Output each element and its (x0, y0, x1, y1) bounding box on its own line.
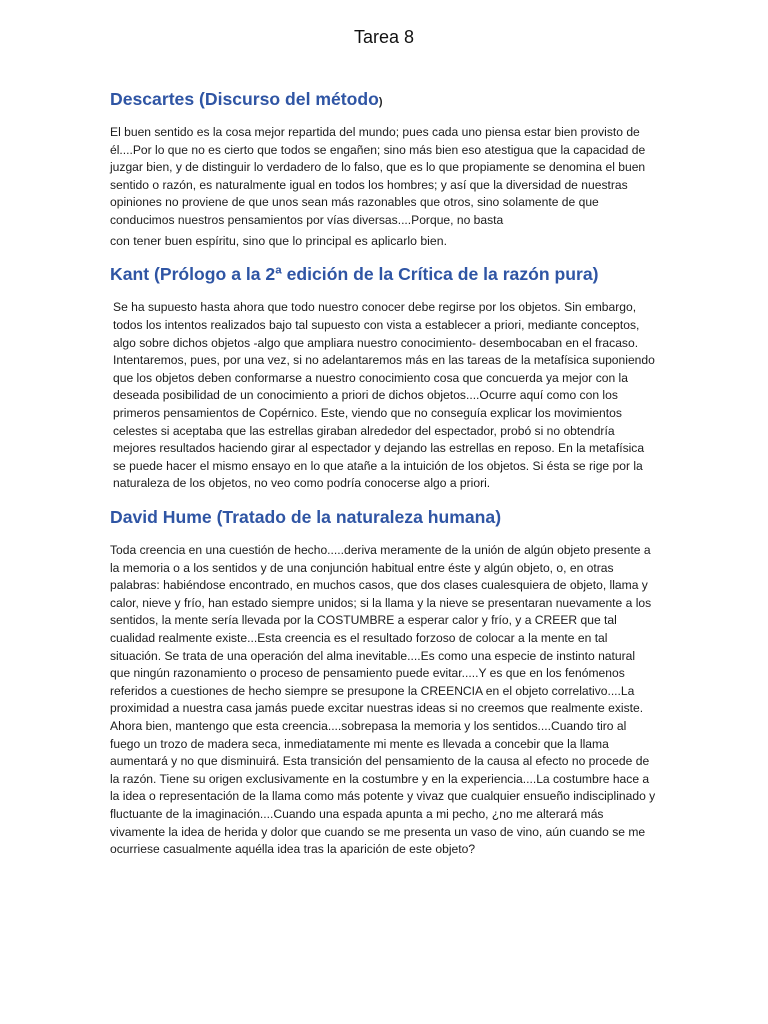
section-descartes (110, 89, 658, 250)
section-heading-descartes-tail: ) (378, 96, 383, 108)
document-title: Tarea 8 (353, 27, 415, 47)
section-hume (110, 507, 658, 859)
document-content (110, 89, 658, 859)
section-heading-kant: Kant (Prólogo a la 2ª edición de la Crítica de la razón pura) (110, 264, 599, 285)
section-body-descartes (110, 124, 658, 250)
section-body-hume: Toda creencia en una cuestión de hecho.....deriva meramente de la unión de algún objeto presente a la memoria o a los sentidos y de una conjunción habitual entre éste y algún objeto, o, en otras palabras: habiéndose encontrado, en muchos casos, que dos clases cualesquiera de objeto, llama y calor, nieve y frío, han estado siempre unidos; si la llama y la nieve se presentaran nuevamente a los sentidos, la mente sería llevada por la COSTUMBRE a esperar calor y frío, y a CREER que tal cualidad realmente existe...Esta creencia es el resultado forzoso de colocar a la mente en tal situación. Se trata de una operación del alma inevitable....Es como una especie de instinto natural que ningún razonamiento o proceso de pensamiento puede evitar.....Y es que en los fenómenos referidos a cuestiones de hecho siempre se presupone la CREENCIA en el objeto correlativo....La proximidad a nuestra casa jamás puede excitar nuestras ideas si no creemos que realmente existe. Ahora bien, mantengo que esta creencia....sobrepasa la memoria y los sentidos....Cuando tiro al fuego un trozo de madera seca, inmediatamente mi mente es llevada a concebir que la llama aumentará y no que disminuirá. Esta transición del pensamiento de la causa al efecto no procede de la razón. Tiene su origen exclusivamente en la costumbre y en la experiencia....La costumbre hace a la idea o representación de la llama como más potente y vivaz que cualquier ensueño indisciplinado y fluctuante de la imaginación....Cuando una espada apunta a mi pecho, ¿no me alterará más vivamente la idea de herida y dolor que cuando se me presenta un vaso de vino, aún cuando se me ocurriese casualmente aquélla idea tras la aparición de este objeto? (110, 543, 656, 857)
section-heading-hume: David Hume (Tratado de la naturaleza humana) (110, 506, 502, 527)
section-body-descartes-ending: con tener buen espíritu, sino que lo principal es aplicarlo bien. (110, 233, 448, 248)
section-heading-descartes-text: Descartes (Discurso del método (110, 89, 379, 109)
section-body-kant: Se ha supuesto hasta ahora que todo nuestro conocer debe regirse por los objetos. Sin embargo, todos los intentos realizados bajo tal supuesto con vista a establecer a priori, mediante conceptos, algo sobre dichos objetos -algo que ampliara nuestro conocimiento- desembocaban en el fracaso. Intentaremos, pues, por una vez, si no adelantaremos más en las tareas de la metafísica suponiendo que los objetos deben conformarse a nuestro conocimiento cosa que concuerda ya mejor con la deseada posibilidad de un conocimiento a priori de dichos objetos....Ocurre aquí como con los primeros pensamientos de Copérnico. Este, viendo que no conseguía explicar los movimientos celestes si aceptaba que las estrellas giraban alrededor del espectador, probó si no obtendría mejores resultados haciendo girar al espectador y dejando las estrellas en reposo. En la metafísica se puede hacer el mismo ensayo en lo que atañe a la intuición de los objetos. Si ésta se rige por la naturaleza de los objetos, no veo como podría conocerse algo a priori. (113, 300, 655, 491)
section-heading-descartes (110, 89, 658, 110)
section-body-descartes-text: El buen sentido es la cosa mejor repartida del mundo; pues cada uno piensa estar bien provisto de él....Por lo que no es cierto que todos se engañen; sino más bien eso atestigua que la capacidad de juzgar bien, y de distinguir lo verdadero de lo falso, que es lo que propiamente se denomina el buen sentido o razón, es naturalmente igual en todos los hombres; y así que la diversidad de nuestras opiniones no proviene de que unos sean más razonables que otros, sino solamente de que conducimos nuestros pensamientos por vías diversas....Porque, no basta (110, 125, 646, 228)
section-kant (110, 264, 658, 493)
